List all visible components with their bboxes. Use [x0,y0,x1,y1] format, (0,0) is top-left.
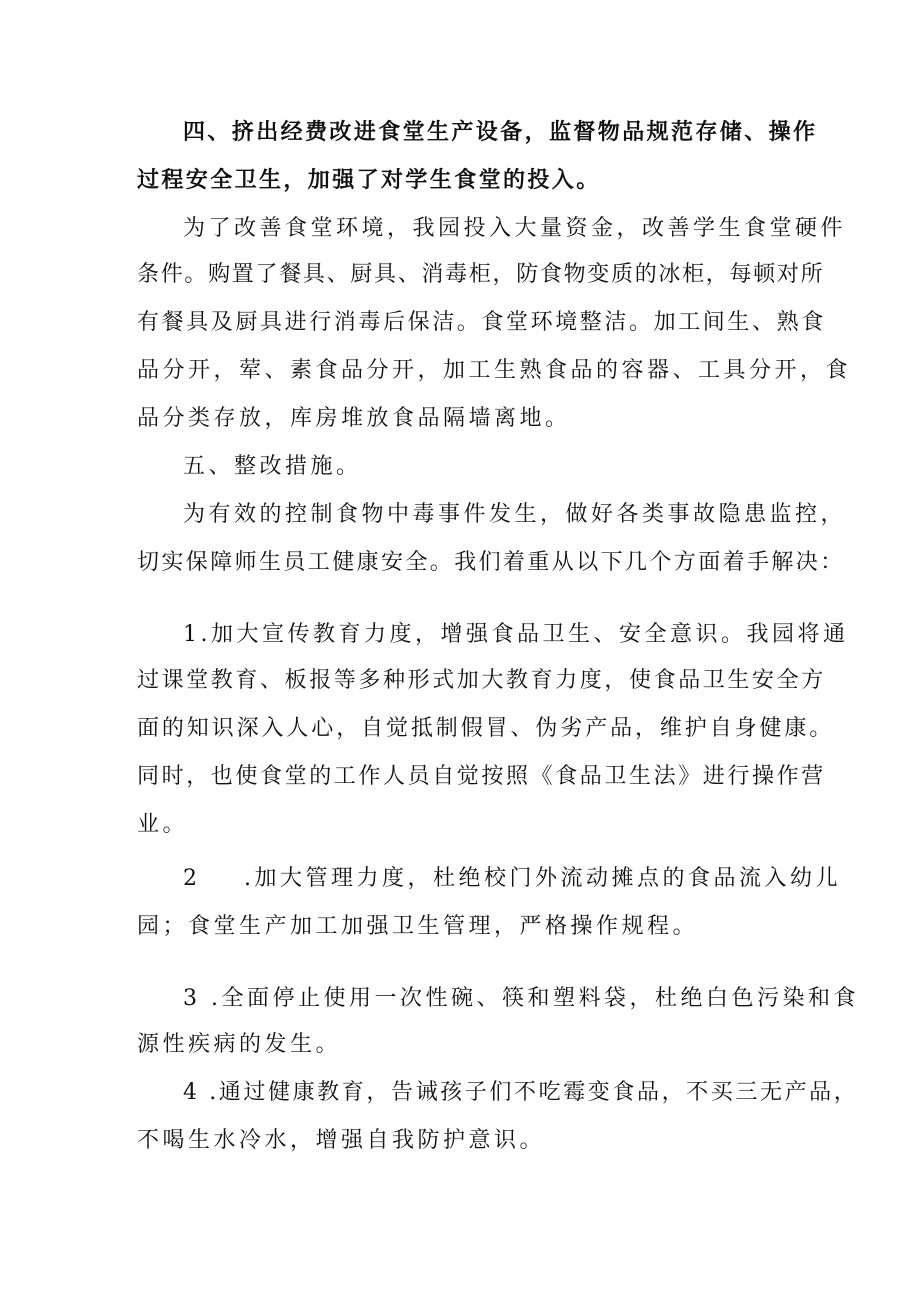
item3-line2: 源性疾病的发生。 [137,1032,342,1057]
item2-number: 2 [183,866,201,891]
item1-line4: 同时，也使食堂的工作人员自觉按照《食品卫生法》进行操作营 [137,764,826,789]
item2-line1: .加大管理力度，杜绝校门外流动摊点的食品流入幼儿 [244,866,841,891]
section4-paragraph-line1: 为了改善食堂环境，我园投入大量资金，改善学生食堂硬件 [183,216,847,241]
section5-heading: 五、整改措施。 [183,454,362,479]
section4-paragraph-line3: 有餐具及厨具进行消毒后保洁。食堂环境整洁。加工间生、熟食 [137,310,826,335]
item4-line2: 不喝生水冷水，增强自我防护意识。 [137,1128,546,1153]
item4-line1: 4 .通过健康教育，告诫孩子们不吃霉变食品，不买三无产品， [183,1080,859,1105]
item1-line1: 1.加大宣传教育力度，增强食品卫生、安全意识。我园将通 [183,622,849,647]
section5-intro-line2: 切实保障师生员工健康安全。我们着重从以下几个方面着手解决： [137,550,845,575]
section4-heading-line1: 四、挤出经费改进食堂生产设备，监督物品规范存储、操作 [183,120,818,145]
item2-line2: 园；食堂生产加工加强卫生管理，严格操作规程。 [137,914,699,939]
section4-paragraph-line4: 品分开，荤、素食品分开，加工生熟食品的容器、工具分开，食 [137,358,852,383]
section4-heading-line2: 过程安全卫生，加强了对学生食堂的投入。 [137,168,601,193]
section4-paragraph-line5: 品分类存放，库房堆放食品隔墙离地。 [137,406,571,431]
item1-line2: 过课堂教育、板报等多种形式加大教育力度，使食品卫生安全方 [137,668,826,693]
section5-intro-line1: 为有效的控制食物中毒事件发生，做好各类事故隐患监控， [183,502,847,527]
item1-line3: 面的知识深入人心，自觉抵制假冒、伪劣产品，维护自身健康。 [137,716,835,741]
item1-line5: 业。 [137,812,189,837]
item3-line1: 3 .全面停止使用一次性碗、筷和塑料袋，杜绝白色污染和食 [183,986,859,1011]
section4-paragraph-line2: 条件。购置了餐具、厨具、消毒柜，防食物变质的冰柜，每顿对所 [137,262,825,287]
